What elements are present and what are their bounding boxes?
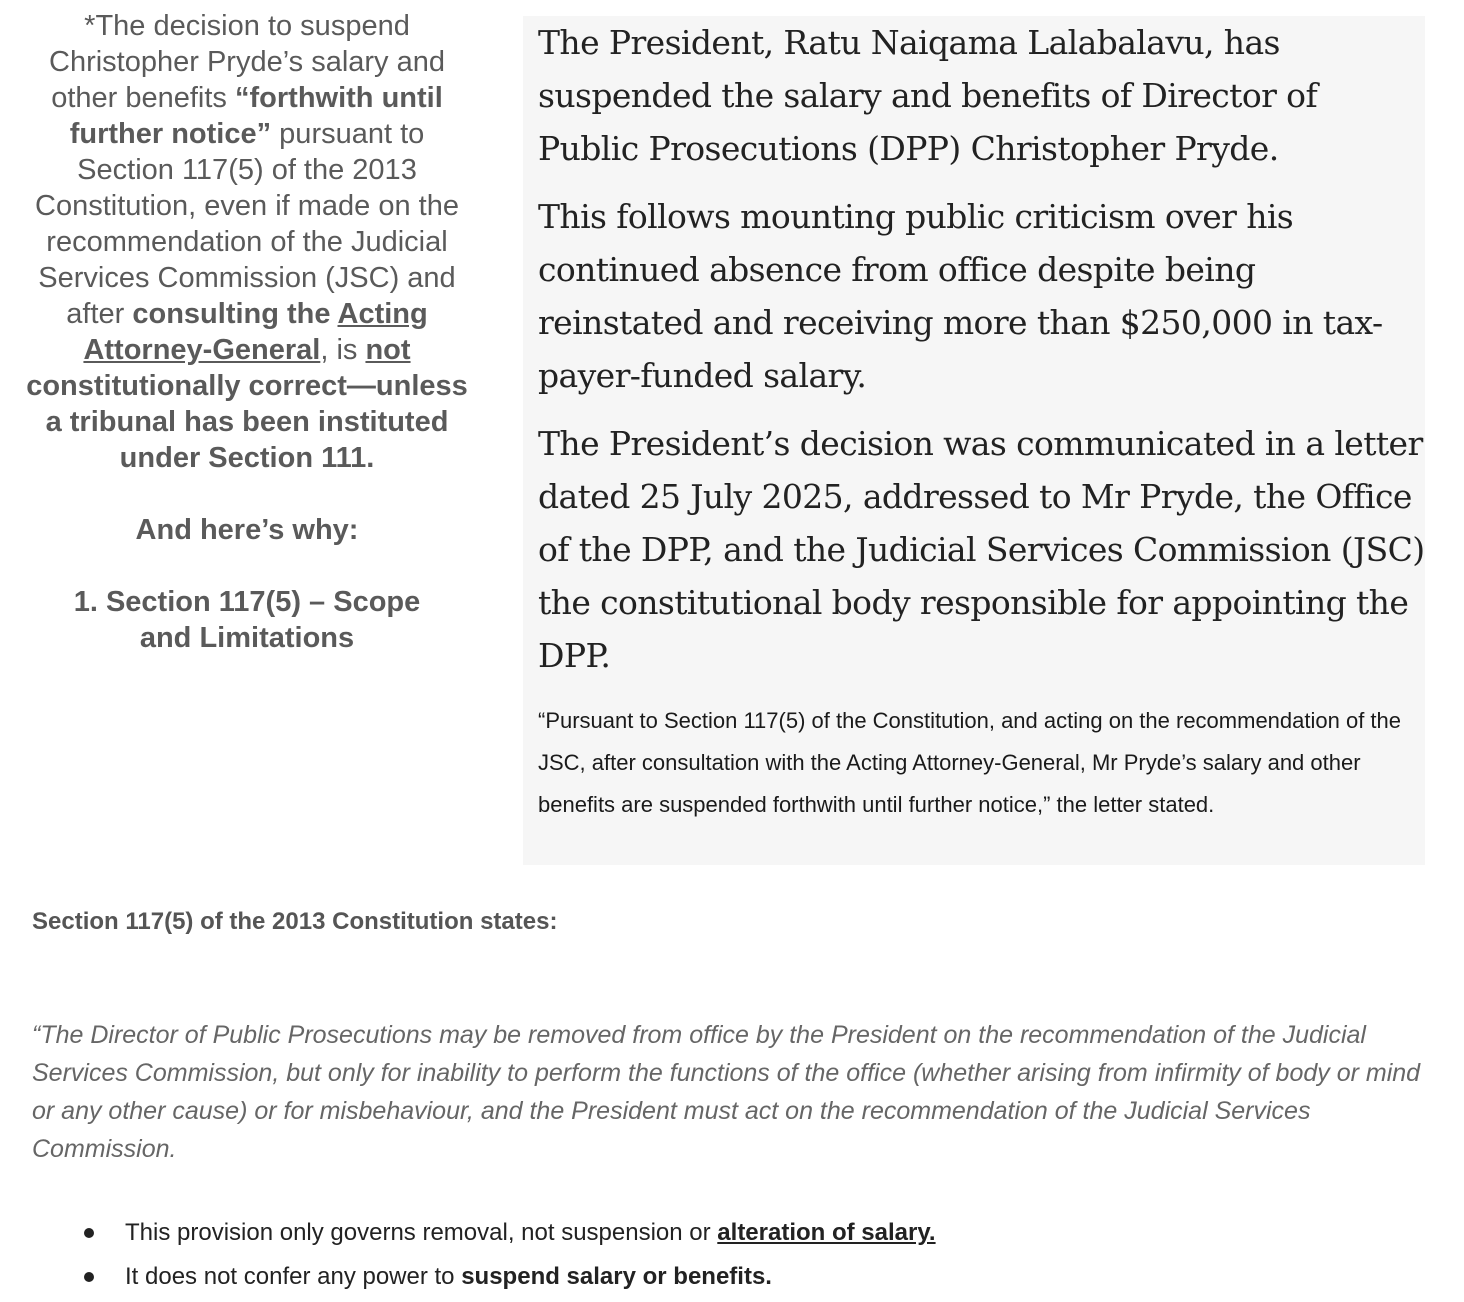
section-title: Section 117(5) of the 2013 Constitution states: xyxy=(32,908,558,935)
text: *The decision to suspend Christopher Pryde’s salary and other benefits xyxy=(49,10,445,114)
article-excerpt xyxy=(523,16,1425,865)
underlined-emphasis: not xyxy=(365,334,411,366)
underlined-emphasis: Acting Attorney-General xyxy=(83,298,428,366)
constitution-quote: “The Director of Public Prosecutions may be removed from office by the President on the recommendation of the Judicial Services Commission, but only for inability to perform the functions of the office (whether arising from infirmity of body or mind or any other cause) or for misbehaviour, and the President must act on the recommendation of the Judicial Services Commission. xyxy=(32,1021,1421,1163)
emphasis: constitutionally correct—unless a tribunal has been instituted under Section 111. xyxy=(26,370,468,474)
commentary-paragraph xyxy=(22,8,472,476)
text: , is xyxy=(320,334,366,366)
list-item xyxy=(80,1214,936,1258)
text: pursuant to Section 117(5) of the 2013 Constitution, even if made on the recommendation of the Judicial Services Commission (JSC) and after xyxy=(35,118,459,330)
commentary-column xyxy=(22,8,472,656)
emphasis: consulting the xyxy=(132,298,338,330)
text: It does not confer any power to xyxy=(125,1263,462,1290)
section-heading-1: 1. Section 117(5) – Scope and Limitations xyxy=(73,586,421,654)
why-heading: And here’s why: xyxy=(135,514,359,546)
bullet-icon xyxy=(84,1228,94,1238)
bullet-icon xyxy=(84,1272,94,1282)
article-paragraph: This follows mounting public criticism over his continued absence from office despite being reinstated and receiving more than $250,000 in tax-payer-funded salary. xyxy=(538,197,1383,395)
emphasis: alteration of salary. xyxy=(717,1219,936,1246)
text: This provision only governs removal, not suspension or xyxy=(125,1219,718,1246)
article-paragraph: The President’s decision was communicated in a letter dated 25 July 2025, addressed to Mr Pryde, the Office of the DPP, and the Judicial Services Commission (JSC) the constitutional body responsible for appointing the DPP. xyxy=(538,424,1425,675)
emphasis: “forthwith until further notice” xyxy=(69,82,443,150)
list-item xyxy=(80,1258,936,1302)
bullet-list xyxy=(80,1214,936,1302)
emphasis: suspend salary or benefits. xyxy=(461,1263,772,1290)
article-paragraph: The President, Ratu Naiqama Lalabalavu, has suspended the salary and benefits of Director of Public Prosecutions (DPP) Christopher Pryde. xyxy=(538,23,1318,168)
letter-quote: “Pursuant to Section 117(5) of the Constitution, and acting on the recommendation of the JSC, after consultation with the Acting Attorney-General, Mr Pryde’s salary and other benefits are suspended forthwith until further notice,” the letter stated. xyxy=(538,708,1402,817)
